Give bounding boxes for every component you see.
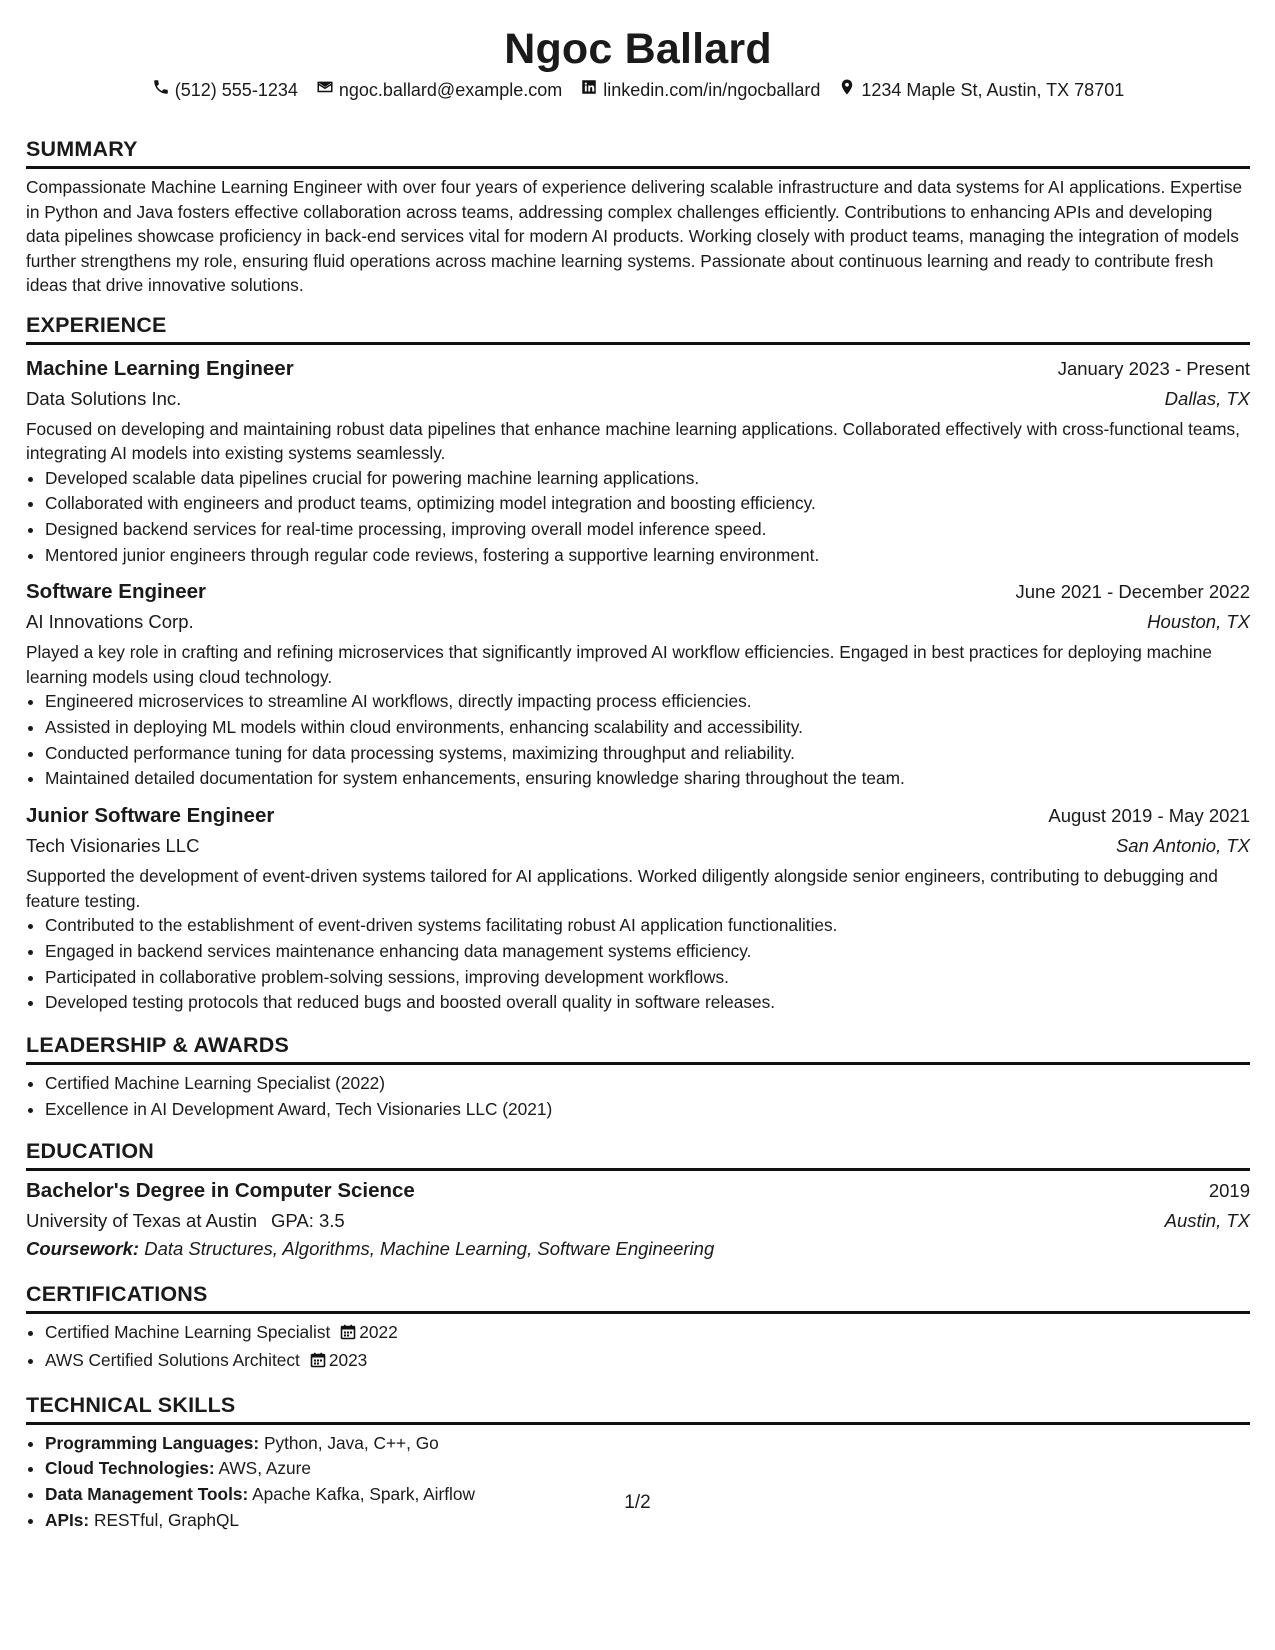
job-company: AI Innovations Corp.	[26, 611, 194, 633]
contact-linkedin[interactable]	[580, 78, 820, 102]
skill-label: APIs:	[45, 1509, 90, 1530]
section-title-experience: EXPERIENCE	[26, 312, 1250, 345]
certification-year: 2022	[359, 1322, 398, 1343]
certification-name: Certified Machine Learning Specialist	[45, 1322, 331, 1343]
list-item: • Collaborated with engineers and product teams, optimizing model integration and boosting efficiency.	[45, 491, 1250, 517]
calendar-icon	[310, 1350, 326, 1376]
skill-label: Programming Languages:	[45, 1432, 260, 1453]
list-item: • Contributed to the establishment of event-driven systems facilitating robust AI application functionalities.	[45, 913, 1250, 939]
section-title-skills: TECHNICAL SKILLS	[26, 1392, 1250, 1425]
job-company: Tech Visionaries LLC	[26, 835, 200, 857]
job-description: Supported the development of event-driven systems tailored for AI applications. Worked diligently alongside senior engineers, contributing to debugging and feature testing.	[26, 866, 1218, 911]
job-title: Machine Learning Engineer	[26, 356, 294, 380]
candidate-name: Ngoc Ballard	[504, 25, 772, 73]
skill-label: Cloud Technologies:	[45, 1458, 215, 1479]
map-pin-icon	[838, 78, 856, 102]
page-number: 1/2	[624, 1492, 651, 1513]
coursework	[26, 1235, 1250, 1263]
job-title: Software Engineer	[26, 580, 206, 604]
job-entry	[26, 802, 1250, 1016]
list-item: • Developed testing protocols that reduced bugs and boosted overall quality in software releases.	[45, 990, 1250, 1016]
job-location: San Antonio, TX	[1115, 835, 1250, 857]
list-item: • Certified Machine Learning Specialist (2022)	[45, 1071, 1250, 1097]
list-item: • Maintained detailed documentation for system enhancements, ensuring knowledge sharing throughout the team.	[45, 766, 1250, 792]
section-title-leadership: LEADERSHIP & AWARDS	[26, 1032, 1250, 1065]
experience-section	[26, 312, 1250, 1016]
job-description: Played a key role in crafting and refining microservices that significantly improved AI workflow efficiencies. Engaged in best practices for deploying machine learning models using cloud technology.	[26, 642, 1212, 687]
certifications-list	[26, 1320, 1250, 1375]
skill-value: RESTful, GraphQL	[94, 1509, 240, 1530]
gpa: GPA: 3.5	[271, 1210, 345, 1232]
list-item: • Assisted in deploying ML models within cloud environments, enhancing scalability and accessibility.	[45, 715, 1250, 741]
school-name: University of Texas at Austin	[26, 1210, 258, 1232]
coursework-label: Coursework:	[26, 1238, 140, 1260]
section-title-summary: SUMMARY	[26, 136, 1250, 169]
list-item	[45, 1431, 1250, 1457]
job-date: June 2021 - December 2022	[1015, 581, 1250, 603]
address-text: 1234 Maple St, Austin, TX 78701	[861, 80, 1125, 100]
job-location: Houston, TX	[1147, 611, 1250, 633]
job-bullets	[26, 466, 1250, 569]
skill-value: Apache Kafka, Spark, Airflow	[252, 1484, 475, 1505]
skill-value: AWS, Azure	[218, 1458, 311, 1479]
contact-email[interactable]	[316, 78, 562, 102]
list-item: • Participated in collaborative problem-solving sessions, improving development workflows.	[45, 965, 1250, 991]
skill-label: Data Management Tools:	[45, 1484, 249, 1505]
summary-text: Compassionate Machine Learning Engineer with over four years of experience delivering scalable infrastructure and data systems for AI applications. Expertise in Python and Java fosters effective collaboration across teams, addressing complex challenges efficiently. Contributions to enhancing APIs and developing data pipelines showcase proficiency in back-end services vital for modern AI products. Working closely with product teams, managing the integration of models further strengthens my role, ensuring fluid operations across machine learning systems. Passionate about continuous learning and ready to contribute fresh ideas that drive innovative solutions.	[26, 177, 1243, 295]
section-title-education: EDUCATION	[26, 1138, 1250, 1171]
calendar-icon	[340, 1322, 356, 1348]
linkedin-icon	[580, 78, 598, 102]
contact-bar	[26, 78, 1250, 102]
job-bullets	[26, 913, 1250, 1016]
certifications-section	[26, 1281, 1250, 1375]
leadership-section	[26, 1032, 1250, 1122]
certification-name: AWS Certified Solutions Architect	[45, 1350, 300, 1371]
certification-year: 2023	[328, 1350, 368, 1371]
list-item: • Designed backend services for real-time processing, improving overall model inference speed.	[45, 517, 1250, 543]
contact-address	[838, 78, 1124, 102]
section-title-certifications: CERTIFICATIONS	[26, 1281, 1250, 1314]
job-entry	[26, 578, 1250, 792]
envelope-icon	[316, 78, 334, 102]
phone-icon	[152, 78, 170, 102]
linkedin-link[interactable]: linkedin.com/in/ngocballard	[603, 80, 821, 100]
job-location: Dallas, TX	[1164, 387, 1250, 409]
list-item	[45, 1320, 1250, 1348]
job-date: January 2023 - Present	[1057, 357, 1250, 379]
job-description: Focused on developing and maintaining robust data pipelines that enhance machine learning applications. Collaborated effectively with cross-functional teams, integrating AI models into existing systems seamlessly.	[26, 418, 1240, 463]
skill-value: Python, Java, C++, Go	[263, 1432, 439, 1453]
list-item: • Conducted performance tuning for data processing systems, maximizing throughput and reliability.	[45, 741, 1250, 767]
job-entry	[26, 355, 1250, 569]
job-bullets	[26, 689, 1250, 792]
education-section	[26, 1138, 1250, 1263]
resume-page	[26, 0, 1250, 1534]
coursework-list: Data Structures, Algorithms, Machine Learning, Software Engineering	[144, 1238, 715, 1260]
degree: Bachelor's Degree in Computer Science	[26, 1179, 415, 1203]
contact-phone	[152, 78, 298, 102]
list-item: • Developed scalable data pipelines crucial for powering machine learning applications.	[45, 466, 1250, 492]
summary-section	[26, 136, 1250, 298]
email-link[interactable]: ngoc.ballard@example.com	[338, 80, 563, 100]
phone-text: (512) 555-1234	[174, 80, 298, 100]
list-item	[45, 1456, 1250, 1482]
list-item: • Mentored junior engineers through regular code reviews, fostering a supportive learning environment.	[45, 543, 1250, 569]
graduation-year: 2019	[1208, 1180, 1250, 1202]
school-location: Austin, TX	[1164, 1210, 1250, 1232]
list-item: • Engaged in backend services maintenance enhancing data management systems efficiency.	[45, 939, 1250, 965]
job-date: August 2019 - May 2021	[1048, 805, 1250, 827]
skills-list	[26, 1431, 1250, 1534]
job-title: Junior Software Engineer	[26, 804, 275, 828]
list-item: • Engineered microservices to streamline AI workflows, directly impacting process efficiencies.	[45, 689, 1250, 715]
list-item	[45, 1348, 1250, 1376]
leadership-list	[26, 1071, 1250, 1122]
list-item: • Excellence in AI Development Award, Tech Visionaries LLC (2021)	[45, 1097, 1250, 1123]
job-company: Data Solutions Inc.	[26, 387, 182, 409]
